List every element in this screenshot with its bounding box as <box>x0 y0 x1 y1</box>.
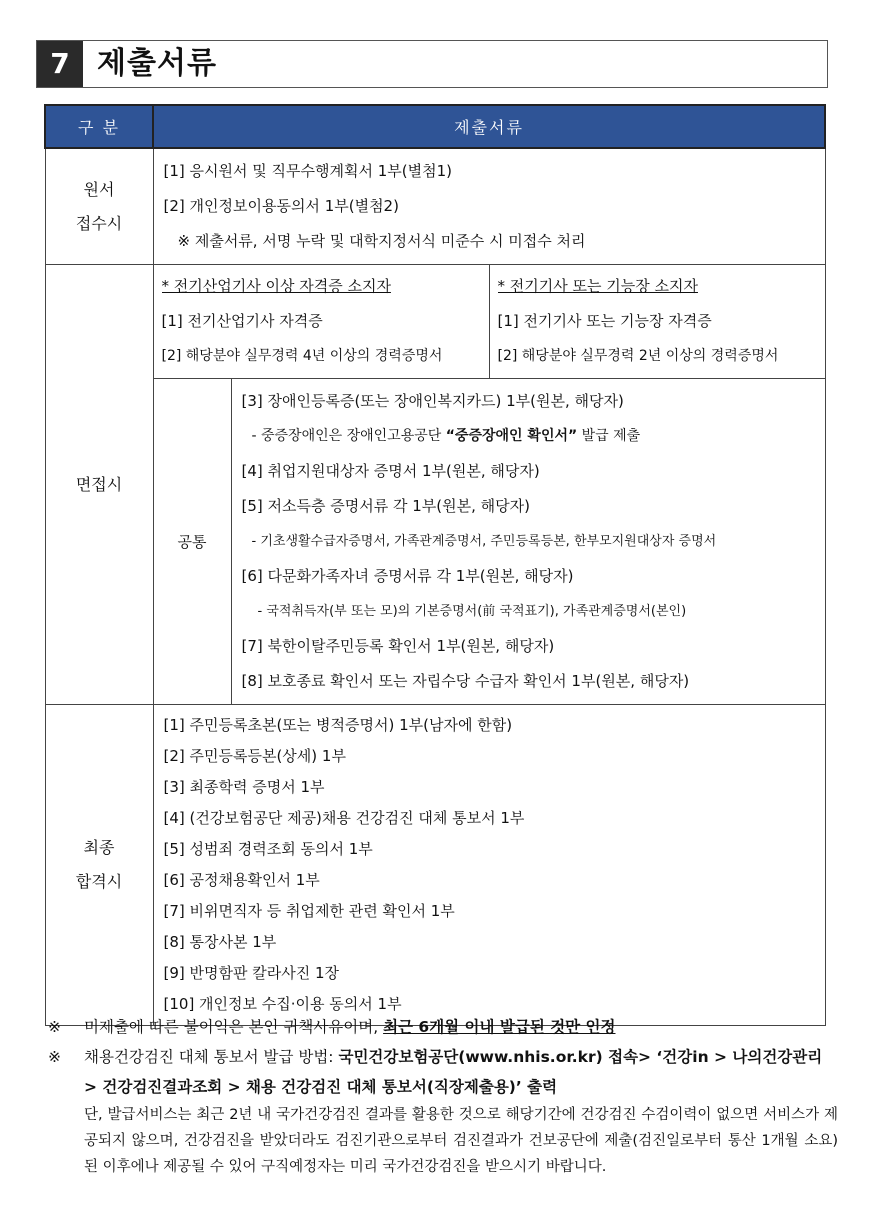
group-heading: * 전기기사 또는 기능장 소지자 <box>497 277 698 295</box>
section-title: 제출서류 <box>97 46 217 81</box>
interview-right-group <box>489 265 825 379</box>
list-item: [2] 개인정보이용동의서 1부(별첨2) <box>163 197 399 215</box>
category-interview: 면접시 <box>45 265 153 705</box>
list-item: - 중증장애인은 장애인고용공단 “중증장애인 확인서” 발급 제출 <box>251 428 641 444</box>
list-item: [9] 반명함판 칼라사진 1장 <box>163 964 340 982</box>
list-item: [8] 보호종료 확인서 또는 자립수당 수급자 확인서 1부(원본, 해당자) <box>241 672 690 690</box>
list-item: - 국적취득자(부 또는 모)의 기본증명서(前 국적표기), 가족관계증명서(본인) <box>257 604 687 619</box>
list-item: [8] 통장사본 1부 <box>163 933 277 951</box>
documents-table <box>44 104 826 1026</box>
emphasis-text: 국민건강보험공단(www.nhis.or.kr) 접속> ‘건강in > 나의건강관리 > 건강검진결과조회 > 채용 건강검진 대체 통보서(직장제출용)’ 출력 <box>84 1048 823 1096</box>
note-penalty: ※ 미제출에 따른 불이익은 본인 귀책사유이며, 최근 6개월 이내 발급된 것만 인정 <box>48 1012 838 1042</box>
emphasis-text: “중증장애인 확인서” <box>445 428 578 444</box>
reference-mark: ※ <box>48 1018 61 1036</box>
list-item: - 기초생활수급자증명서, 가족관계증명서, 주민등록등본, 한부모지원대상자 증명서 <box>251 534 717 549</box>
list-item: [1] 전기산업기사 자격증 <box>161 312 323 330</box>
interview-left-group <box>153 265 489 379</box>
list-item: [2] 해당분야 실무경력 4년 이상의 경력증명서 <box>161 348 443 364</box>
emphasis-text: 최근 6개월 이내 발급된 것만 인정 <box>383 1018 616 1036</box>
reference-mark: ※ <box>48 1048 61 1066</box>
list-item: ※ 제출서류, 서명 누락 및 대학지정서식 미준수 시 미접수 처리 <box>177 232 586 250</box>
row-application <box>45 148 825 265</box>
notes <box>48 1012 838 1180</box>
header-documents: 제출서류 <box>153 105 825 148</box>
list-item: [5] 성범죄 경력조회 동의서 1부 <box>163 840 373 858</box>
group-heading: * 전기산업기사 이상 자격증 소지자 <box>161 277 391 295</box>
application-documents <box>153 148 825 265</box>
row-interview-common <box>45 379 825 705</box>
list-item: [4] 취업지원대상자 증명서 1부(원본, 해당자) <box>241 462 540 480</box>
category-final: 최종 합격시 <box>45 705 153 1026</box>
note-health-check: ※ 채용건강검진 대체 통보서 발급 방법: 국민건강보험공단(www.nhis.or.kr) 접속> ‘건강in > 나의건강관리 > 건강검진결과조회 > 채용 건강검진 대체 통보서(직장제출용)’ 출력 <box>48 1042 838 1102</box>
list-item: [5] 저소득층 증명서류 각 1부(원본, 해당자) <box>241 497 530 515</box>
list-item: [7] 비위면직자 등 취업제한 관련 확인서 1부 <box>163 902 455 920</box>
note-health-check-detail: 단, 발급서비스는 최근 2년 내 국가건강검진 결과를 활용한 것으로 해당기간에 건강검진 수검이력이 없으면 서비스가 제공되지 않으며, 건강검진을 받았더라도 검진기관으로부터 검진결과가 건보공단에 제출(검진일로부터 통산 1개월 소요)된 이후에나 제공될 수 있어 구직예정자는 미리 국가건강검진을 받으시기 바랍니다. <box>84 1107 838 1175</box>
list-item: [3] 최종학력 증명서 1부 <box>163 778 325 796</box>
list-item: [6] 공정채용확인서 1부 <box>163 871 320 889</box>
list-item: [10] 개인정보 수집·이용 동의서 1부 <box>163 995 402 1013</box>
category-application: 원서 접수시 <box>45 148 153 265</box>
list-item: [4] (건강보험공단 제공)채용 건강검진 대체 통보서 1부 <box>163 809 525 827</box>
header-category: 구 분 <box>45 105 153 148</box>
row-interview-qualifications <box>45 265 825 379</box>
list-item: [1] 전기기사 또는 기능장 자격증 <box>497 312 712 330</box>
table-header-row <box>45 105 825 148</box>
common-label: 공통 <box>153 379 231 705</box>
list-item: [3] 장애인등록증(또는 장애인복지카드) 1부(원본, 해당자) <box>241 392 624 410</box>
final-documents <box>153 705 825 1026</box>
list-item: [1] 응시원서 및 직무수행계획서 1부(별첨1) <box>163 162 452 180</box>
list-item: [6] 다문화가족자녀 증명서류 각 1부(원본, 해당자) <box>241 567 574 585</box>
list-item: [2] 해당분야 실무경력 2년 이상의 경력증명서 <box>497 348 779 364</box>
list-item: [2] 주민등록등본(상세) 1부 <box>163 747 346 765</box>
section-number: 7 <box>37 41 83 87</box>
list-item: [7] 북한이탈주민등록 확인서 1부(원본, 해당자) <box>241 637 555 655</box>
section-header <box>36 40 828 88</box>
list-item: [1] 주민등록초본(또는 병적증명서) 1부(남자에 한함) <box>163 716 513 734</box>
row-final <box>45 705 825 1026</box>
common-documents <box>231 379 825 705</box>
